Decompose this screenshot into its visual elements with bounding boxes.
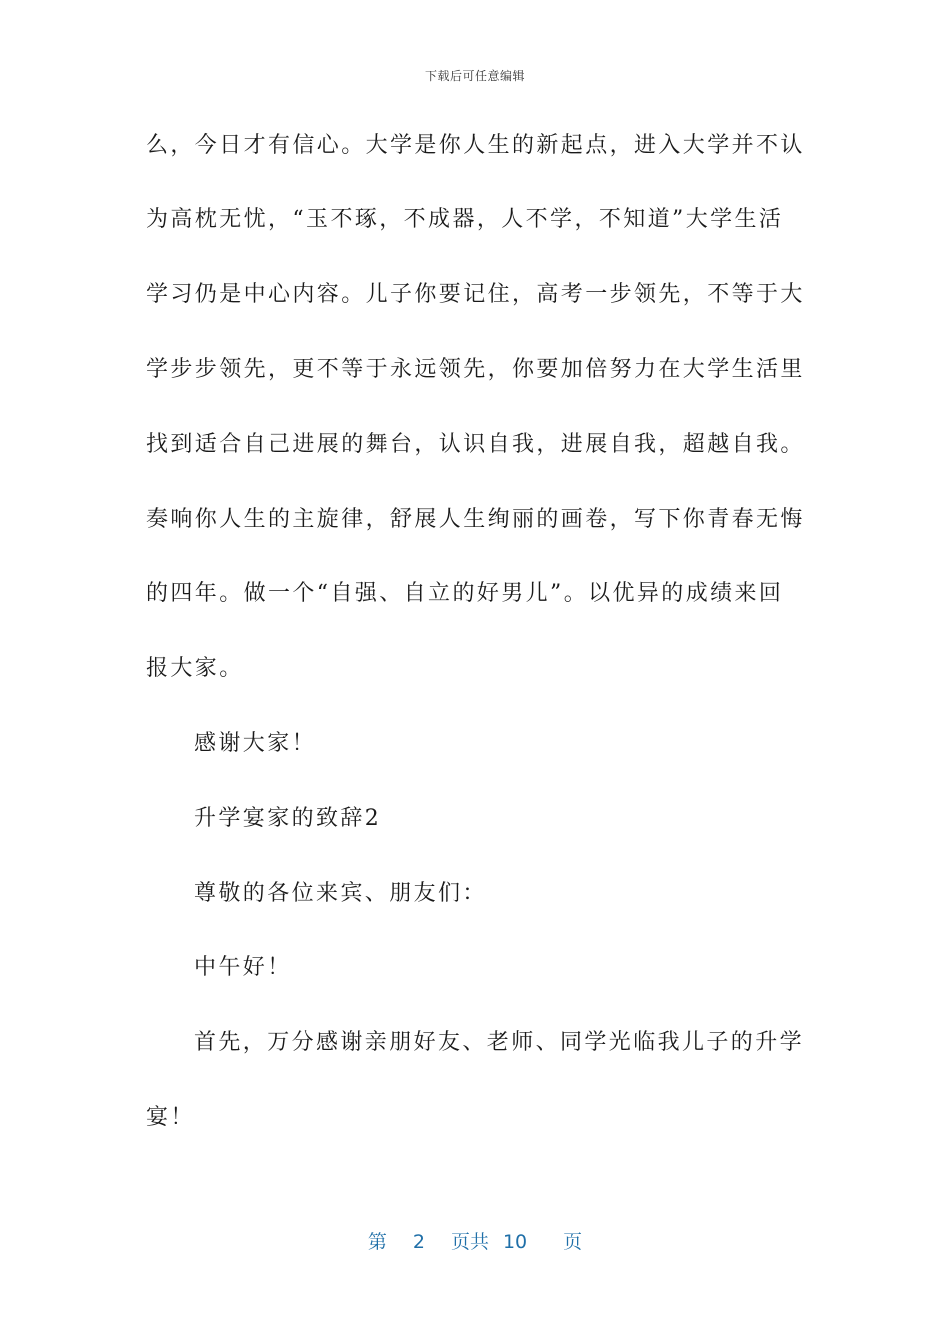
section-title: 升学宴家的致辞2 <box>194 806 382 831</box>
footer-middle: 页共 <box>450 1231 489 1253</box>
current-page-number: 2 <box>412 1231 425 1253</box>
paragraph-line: 找到适合自己进展的舞台，认识自我，进展自我，超越自我。 <box>146 432 805 457</box>
paragraph-line: 奏响你人生的主旋律，舒展人生绚丽的画卷，写下你青春无悔 <box>146 507 805 532</box>
greeting: 中午好！ <box>194 955 292 980</box>
footer-suffix: 页 <box>563 1231 583 1253</box>
paragraph-line: 的四年。做一个“自强、自立的好男儿”。以优异的成绩来回 <box>146 581 784 606</box>
salutation: 尊敬的各位来宾、朋友们： <box>194 881 487 906</box>
footer-prefix: 第 <box>367 1231 387 1253</box>
paragraph-line: 报大家。 <box>146 656 244 681</box>
header-note: 下载后可任意编辑 <box>424 69 525 83</box>
paragraph-line: 为高枕无忧，“玉不琢，不成器，人不学，不知道”大学生活 <box>146 207 784 232</box>
paragraph-line: 么，今日才有信心。大学是你人生的新起点，进入大学并不认 <box>146 133 805 158</box>
paragraph-line: 学步步领先，更不等于永远领先，你要加倍努力在大学生活里 <box>146 357 805 382</box>
thanks-line: 感谢大家！ <box>194 731 317 756</box>
paragraph-line: 宴！ <box>146 1105 195 1130</box>
paragraph-line: 首先，万分感谢亲朋好友、老师、同学光临我儿子的升学 <box>194 1030 805 1055</box>
paragraph-line: 学习仍是中心内容。儿子你要记住，高考一步领先，不等于大 <box>146 282 805 307</box>
total-pages-number: 10 <box>502 1231 528 1253</box>
page-footer <box>0 1227 950 1254</box>
